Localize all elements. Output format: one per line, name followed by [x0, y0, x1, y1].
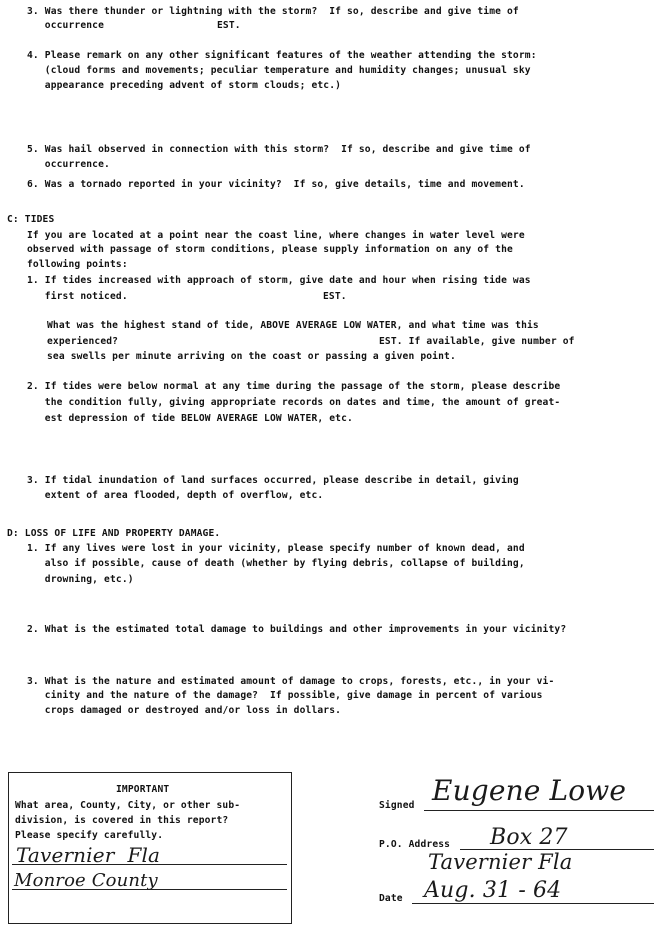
loss-q1-line2: also if possible, cause of death (whether by flying debris, collapse of building, [27, 558, 525, 569]
date-value: Aug. 31 - 64 [424, 878, 562, 903]
storm-q5-line1: 5. Was hail observed in connection with this storm? If so, describe and give time of [27, 144, 531, 155]
storm-q5-line2: occurrence. [27, 159, 110, 170]
tides-q1-est: EST. [323, 291, 347, 302]
po-address-line2: Tavernier Fla [428, 850, 573, 874]
important-title: IMPORTANT [116, 784, 170, 795]
tides-q1-line1: 1. If tides increased with approach of storm, give date and hour when rising tide was [27, 275, 531, 286]
storm-q3-est: EST. [217, 20, 241, 31]
tides-q2-line1: 2. If tides were below normal at any time during the passage of the storm, please describe [27, 381, 561, 392]
tides-q2-line3: est depression of tide BELOW AVERAGE LOW WATER, etc. [27, 413, 353, 424]
storm-q4-line1: 4. Please remark on any other significant features of the weather attending the storm: [27, 50, 537, 61]
tides-q1-line2: first noticed. [27, 291, 128, 302]
tides-q3-line2: extent of area flooded, depth of overflow, etc. [27, 490, 324, 501]
tides-q1b-line1: What was the highest stand of tide, ABOVE AVERAGE LOW WATER, and what time was this [47, 320, 539, 331]
date-label: Date [379, 893, 403, 904]
loss-heading: D: LOSS OF LIFE AND PROPERTY DAMAGE. [7, 528, 221, 539]
signature: Eugene Lowe [432, 774, 627, 807]
tides-q1b-est: EST. If available, give number of [379, 336, 575, 347]
signed-label: Signed [379, 800, 415, 811]
po-address-line1: Box 27 [490, 825, 568, 850]
loss-q2: 2. What is the estimated total damage to buildings and other improvements in your vicinity? [27, 624, 567, 635]
signed-rule [424, 810, 654, 811]
po-address-label: P.O. Address [379, 839, 451, 850]
tides-q2-line2: the condition fully, giving appropriate records on dates and time, the amount of great- [27, 397, 561, 408]
loss-q1-line1: 1. If any lives were lost in your vicinity, please specify number of known dead, and [27, 543, 525, 554]
storm-q6: 6. Was a tornado reported in your vicinity? If so, give details, time and movement. [27, 179, 525, 190]
date-rule [412, 903, 654, 904]
tides-heading: C: TIDES [7, 214, 55, 225]
loss-q3-line1: 3. What is the nature and estimated amount of damage to crops, forests, etc., in your vi- [27, 676, 555, 687]
important-line1: What area, County, City, or other sub- [15, 800, 241, 811]
tides-q1b-line3: sea swells per minute arriving on the coast or passing a given point. [47, 351, 456, 362]
storm-q3-line1: 3. Was there thunder or lightning with the storm? If so, describe and give time of [27, 6, 519, 17]
tides-q1b-line2: experienced? [47, 336, 119, 347]
important-line2: division, is covered in this report? [15, 815, 229, 826]
tides-intro-line2: observed with passage of storm conditions, please supply information on any of the [27, 244, 513, 255]
storm-q3-line2: occurrence [27, 20, 105, 31]
storm-q4-line2: (cloud forms and movements; peculiar temperature and humidity changes; unusual sky [27, 65, 531, 76]
important-line3: Please specify carefully. [15, 830, 164, 841]
storm-q4-line3: appearance preceding advent of storm clouds; etc.) [27, 80, 342, 91]
tides-intro-line3: following points: [27, 259, 128, 270]
important-handwritten-1: Tavernier Fla [16, 843, 161, 867]
tides-q3-line1: 3. If tidal inundation of land surfaces occurred, please describe in detail, giving [27, 475, 519, 486]
loss-q3-line3: crops damaged or destroyed and/or loss in dollars. [27, 705, 342, 716]
tides-intro-line1: If you are located at a point near the coast line, where changes in water level were [27, 230, 525, 241]
loss-q1-line3: drowning, etc.) [27, 574, 134, 585]
important-handwritten-2: Monroe County [14, 870, 158, 891]
loss-q3-line2: cinity and the nature of the damage? If possible, give damage in percent of various [27, 690, 543, 701]
